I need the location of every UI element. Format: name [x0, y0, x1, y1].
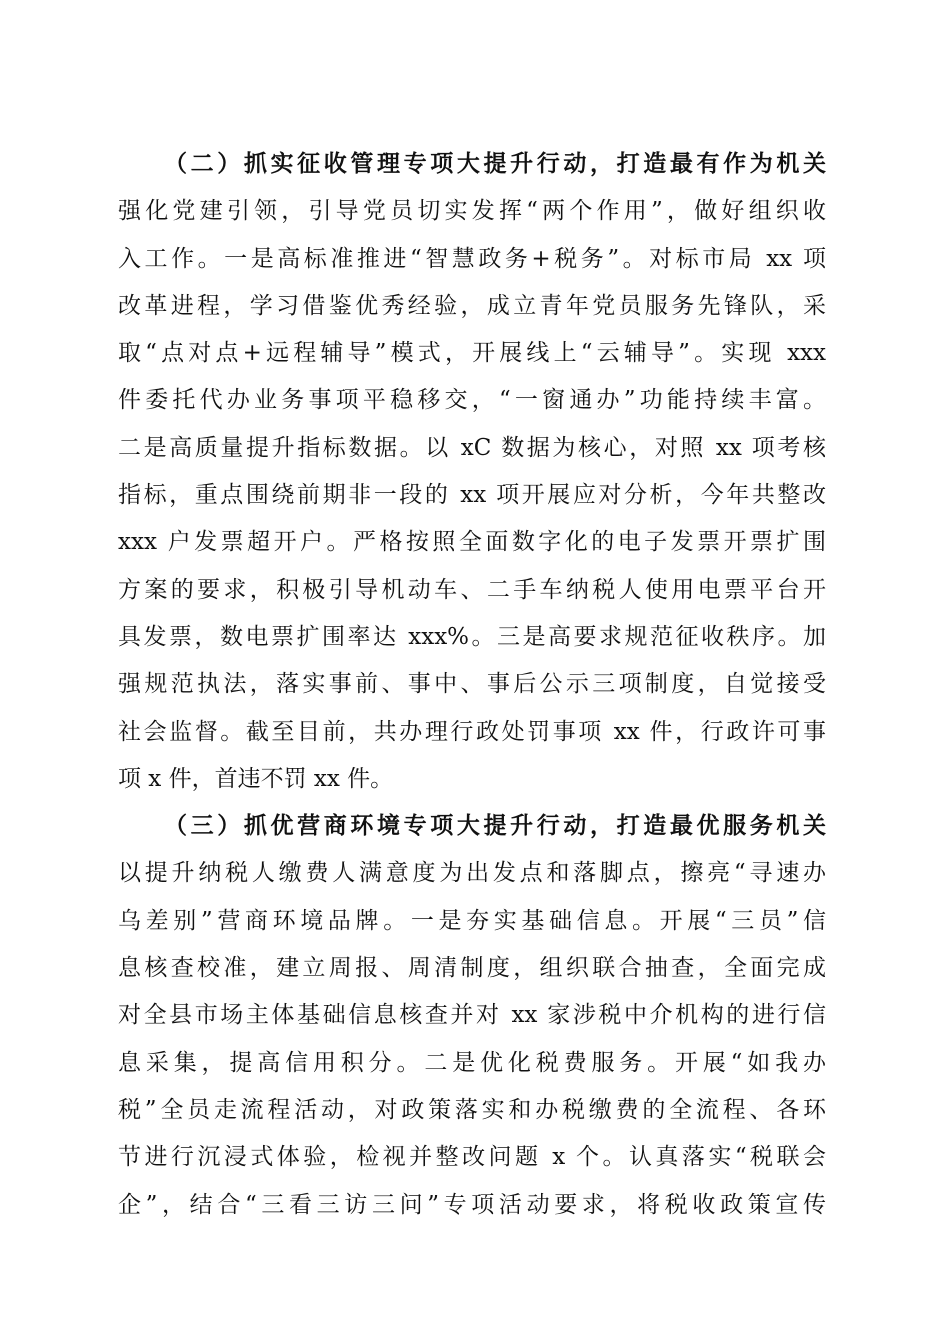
section-2-line: 件委托代办业务事项平稳移交，“一窗通办”功能持续丰富。 — [118, 387, 826, 414]
section-2-heading: （二）抓实征收管理专项大提升行动，打造最有作为机关 — [164, 151, 826, 177]
section-3-line: 息采集，提高信用积分。二是优化税费服务。开展“如我办 — [118, 1049, 826, 1076]
section-2-line: 具发票，数电票扩围率达 xxx%。三是高要求规范征收秩序。加 — [118, 623, 826, 650]
section-2-line: 改革进程，学习借鉴优秀经验，成立青年党员服务先锋队，采 — [118, 292, 826, 319]
section-3-line: 对全县市场主体基础信息核查并对 xx 家涉税中介机构的进行信 — [118, 1002, 826, 1029]
document-body — [118, 141, 826, 1229]
section-2-line: 强化党建引领，引导党员切实发挥“两个作用”，做好组织收 — [118, 198, 826, 225]
section-2 — [118, 141, 826, 803]
section-3-line: 企”，结合“三看三访三问”专项活动要求，将税收政策宣传 — [118, 1191, 826, 1218]
section-3-line: 税”全员走流程活动，对政策落实和办税缴费的全流程、各环 — [118, 1096, 826, 1123]
section-2-line: 项 x 件，首违不罚 xx 件。 — [118, 765, 394, 792]
section-2-line: 指标，重点围绕前期非一段的 xx 项开展应对分析，今年共整改 — [118, 482, 826, 509]
section-3-line: 节进行沉浸式体验，检视并整改问题 x 个。认真落实“税联会 — [118, 1144, 826, 1171]
section-3-line: 以提升纳税人缴费人满意度为出发点和落脚点，擦亮“寻速办 — [118, 860, 826, 887]
section-3 — [118, 803, 826, 1229]
section-3-line: 息核查校准，建立周报、周清制度，组织联合抽查，全面完成 — [118, 955, 826, 982]
section-3-line: 乌差别”营商环境品牌。一是夯实基础信息。开展“三员”信 — [118, 907, 826, 934]
section-2-line: 入工作。一是高标准推进“智慧政务+税务”。对标市局 xx 项 — [118, 245, 826, 272]
section-2-line: 取“点对点+远程辅导”模式，开展线上“云辅导”。实现 xxx — [118, 340, 826, 367]
section-2-line: 二是高质量提升指标数据。以 xC 数据为核心，对照 xx 项考核 — [118, 434, 826, 461]
section-2-line: xxx 户发票超开户。严格按照全面数字化的电子发票开票扩围 — [118, 529, 826, 556]
section-2-line: 方案的要求，积极引导机动车、二手车纳税人使用电票平台开 — [118, 576, 826, 603]
section-2-line: 强规范执法，落实事前、事中、事后公示三项制度，自觉接受 — [118, 671, 826, 698]
section-2-line: 社会监督。截至目前，共办理行政处罚事项 xx 件，行政许可事 — [118, 718, 826, 745]
section-3-heading: （三）抓优营商环境专项大提升行动，打造最优服务机关 — [164, 813, 826, 840]
